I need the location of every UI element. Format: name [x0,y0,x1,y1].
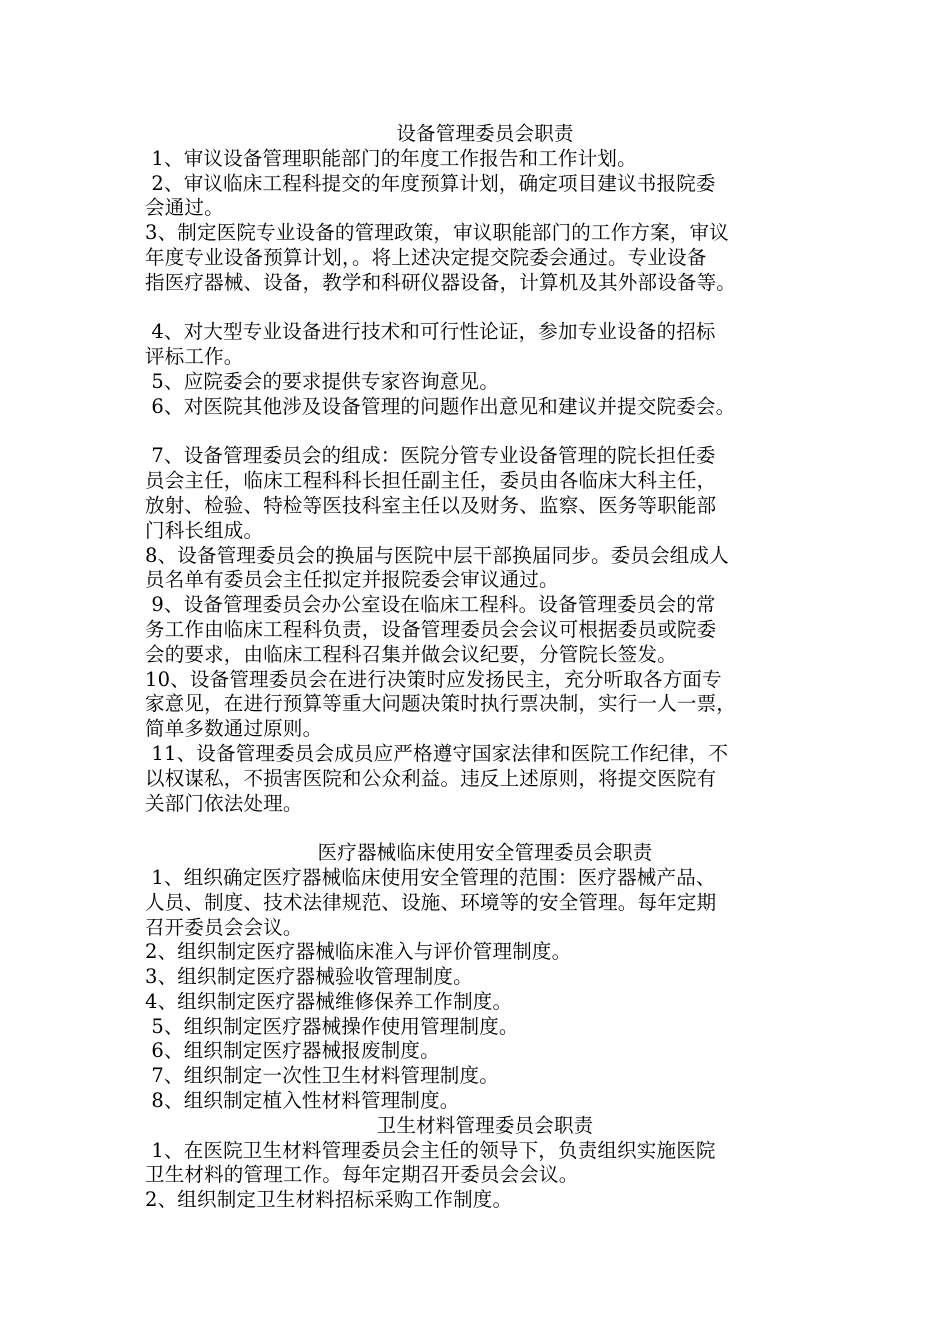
text-line: 召开委员会会议。 [145,915,303,939]
text-line: 1、审议设备管理职能部门的年度工作报告和工作计划。 [145,146,637,170]
text-line: 7、设备管理委员会的组成：医院分管专业设备管理的院长担任委 [145,444,716,468]
text-line: 简单多数通过原则。 [145,717,323,741]
text-line: 6、对医院其他涉及设备管理的问题作出意见和建议并提交院委会。 [145,394,736,418]
text-line [145,420,825,445]
text-line: 5、组织制定医疗器械操作使用管理制度。 [145,1014,519,1038]
section-title-sanitary-material-committee: 卫生材料管理委员会职责 [376,1113,594,1137]
text-line: 指医疗器械、设备，教学和科研仪器设备，计算机及其外部设备等。 [145,270,737,294]
text-line [145,816,825,841]
text-line: 1、在医院卫生材料管理委员会主任的领导下，负责组织实施医院 [145,1138,716,1162]
text-line: 门科长组成。 [145,518,264,542]
text-line: 4、对大型专业设备进行技术和可行性论证，参加专业设备的招标 [145,320,716,344]
section-body-equipment-committee [145,147,825,841]
text-line: 10、设备管理委员会在进行决策时应发扬民主，充分听取各方面专 [145,667,722,691]
text-line: 关部门依法处理。 [145,791,303,815]
text-line: 1、组织确定医疗器械临床使用安全管理的范围：医疗器械产品、 [145,865,716,889]
text-line: 4、组织制定医疗器械维修保养工作制度。 [145,989,513,1013]
text-line: 3、制定医院专业设备的管理政策，审议职能部门的工作方案，审议 [145,221,729,245]
text-line: 8、设备管理委员会的换届与医院中层干部换届同步。委员会组成人 [145,543,729,567]
text-line: 员名单有委员会主任拟定并报院委会审议通过。 [145,568,559,592]
section-body-device-safety-committee [145,866,825,1114]
text-line: 8、组织制定植入性材料管理制度。 [145,1089,460,1113]
text-line: 2、审议临床工程科提交的年度预算计划，确定项目建议书报院委 [145,171,716,195]
section-body-sanitary-material-committee [145,1139,825,1213]
text-line: 7、组织制定一次性卫生材料管理制度。 [145,1064,499,1088]
text-line: 放射、检验、特检等医技科室主任以及财务、监察、医务等职能部 [145,493,717,517]
text-line: 2、组织制定卫生材料招标采购工作制度。 [145,1188,513,1212]
text-line: 员会主任，临床工程科科长担任副主任，委员由各临床大科主任， [145,469,717,493]
text-line: 家意见，在进行预算等重大问题决策时执行票决制，实行一人一票， [145,692,737,716]
document-page [145,122,825,1213]
text-line: 以权谋私，不损害医院和公众利益。违反上述原则，将提交医院有 [145,766,717,790]
text-line: 会的要求，由临床工程科召集并做会议纪要，分管院长签发。 [145,642,677,666]
text-line: 2、组织制定医疗器械临床准入与评价管理制度。 [145,940,572,964]
text-line: 卫生材料的管理工作。每年定期召开委员会会议。 [145,1163,579,1187]
text-line: 评标工作。 [145,345,244,369]
text-line: 5、应院委会的要求提供专家咨询意见。 [145,369,499,393]
text-line: 11、设备管理委员会成员应严格遵守国家法律和医院工作纪律，不 [145,741,729,765]
section-title-equipment-committee: 设备管理委员会职责 [396,122,574,145]
text-line: 务工作由临床工程科负责，设备管理委员会会议可根据委员或院委 [145,617,717,641]
text-line: 年度专业设备预算计划，。将上述决定提交院委会通过。专业设备 [145,245,707,269]
text-line: 会通过。 [145,196,224,220]
text-line [145,296,825,321]
text-line: 9、设备管理委员会办公室设在临床工程科。设备管理委员会的常 [145,593,716,617]
text-line: 人员、制度、技术法律规范、设施、环境等的安全管理。每年定期 [145,890,717,914]
text-line: 3、组织制定医疗器械验收管理制度。 [145,965,473,989]
text-line: 6、组织制定医疗器械报废制度。 [145,1039,440,1063]
section-title-device-safety-committee: 医疗器械临床使用安全管理委员会职责 [317,841,653,865]
